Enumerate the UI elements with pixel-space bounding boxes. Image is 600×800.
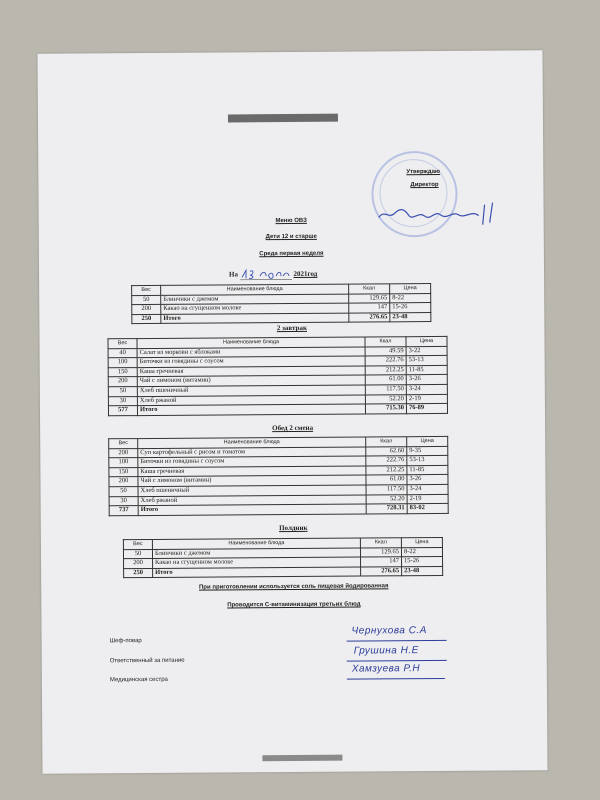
day-title: Среда первая неделя <box>259 250 324 258</box>
total-row <box>132 312 431 324</box>
col-weight: Вес <box>109 439 138 449</box>
section-heading-lunch: Обед 2 смена <box>272 423 314 433</box>
weight-cell: 200 <box>109 448 138 458</box>
kcal-cell: 129.65 <box>360 547 401 557</box>
price-cell: 3-26 <box>406 375 447 385</box>
weight-cell: 50 <box>108 387 137 397</box>
total-label: Итого <box>137 404 365 415</box>
weight-cell: 50 <box>132 295 161 305</box>
dish-cell: Блинчики с джемом <box>161 294 349 305</box>
total-label: Итого <box>161 313 349 324</box>
menu-table-breakfast <box>131 283 431 324</box>
kcal-cell: 61.00 <box>366 475 407 485</box>
vitamin-note: Проводится С-витаминизация третьих блюд <box>227 601 361 609</box>
menu-table-lunch <box>108 436 449 516</box>
kcal-cell: 61.00 <box>365 375 406 385</box>
menu-document <box>37 50 547 774</box>
kcal-cell: 117.50 <box>366 485 407 495</box>
kcal-cell: 222.76 <box>366 456 407 466</box>
price-cell: 8-22 <box>401 547 442 557</box>
dish-cell: Суп картофельный с рисом и томатом <box>138 447 366 458</box>
weight-cell: 200 <box>109 477 138 487</box>
total-row <box>109 504 448 516</box>
kcal-cell: 222.76 <box>365 356 406 366</box>
dish-cell: Салат из моркови с яблоками <box>137 347 365 358</box>
dish-cell: Биточки из говядины с соусом <box>138 456 366 467</box>
kcal-cell: 147 <box>349 303 390 313</box>
total-kcal: 728.31 <box>366 504 407 514</box>
dish-cell: Какао на сгущенном молоке <box>161 303 349 314</box>
price-cell: 11-85 <box>407 465 448 475</box>
col-name: Наименование блюда <box>152 538 360 549</box>
weight-cell: 150 <box>109 467 138 477</box>
dish-cell: Хлеб ржаной <box>138 495 366 506</box>
menu-title: Меню ОВЗ <box>275 217 307 225</box>
date-line <box>229 268 317 281</box>
total-price: 83-02 <box>407 504 448 514</box>
price-cell: 15-26 <box>390 303 431 313</box>
approval-label: Утверждаю <box>406 168 441 176</box>
kcal-cell: 129.65 <box>349 293 390 303</box>
nurse-signature: Хамзуева Р.Н <box>351 663 421 675</box>
scan-mark-top <box>228 114 338 123</box>
section-heading-snack: Полдник <box>279 523 308 533</box>
col-kcal: Ккал <box>365 337 406 347</box>
total-price: 23-48 <box>390 312 431 322</box>
total-weight: 250 <box>132 314 161 324</box>
price-cell: 8-22 <box>390 293 431 303</box>
dish-cell: Хлеб пшеничный <box>138 485 366 496</box>
scan-mark-bottom <box>262 755 342 762</box>
price-cell: 53-13 <box>407 456 448 466</box>
col-kcal: Ккал <box>349 284 390 294</box>
menu-table-snack <box>123 537 443 579</box>
age-group: Дети 12 и старше <box>265 233 317 241</box>
total-weight: 737 <box>109 506 138 516</box>
weight-cell: 150 <box>108 367 137 377</box>
total-price: 23-48 <box>402 566 443 576</box>
weight-cell: 40 <box>108 348 137 358</box>
weight-cell: 30 <box>108 396 137 406</box>
total-row <box>108 404 447 416</box>
col-price: Цена <box>407 436 448 446</box>
kcal-cell: 62.60 <box>366 446 407 456</box>
dish-cell: Биточки из говядины с соусом <box>137 356 365 367</box>
price-cell: 3-26 <box>407 475 448 485</box>
price-cell: 2-19 <box>407 494 448 504</box>
total-label: Итого <box>138 504 366 515</box>
chef-signature: Чернухова С.А <box>351 625 427 637</box>
weight-cell: 100 <box>108 358 137 368</box>
total-row <box>124 566 443 578</box>
menu-table-second-breakfast <box>107 336 448 416</box>
kcal-cell: 52.20 <box>366 494 407 504</box>
col-name: Наименование блюда <box>138 437 366 448</box>
director-label: Директор <box>410 181 439 189</box>
price-cell: 3-24 <box>407 484 448 494</box>
col-price: Цена <box>406 336 447 346</box>
price-cell: 3-22 <box>406 346 447 356</box>
role-nurse: Медицинская сестра <box>109 676 168 684</box>
weight-cell: 30 <box>109 496 138 506</box>
total-weight: 577 <box>108 406 137 416</box>
dish-cell: Чай с лимоном (витамин) <box>138 475 366 486</box>
handwritten-date <box>240 268 292 280</box>
weight-cell: 100 <box>109 458 138 468</box>
kcal-cell: 212.25 <box>366 465 407 475</box>
total-kcal: 276.65 <box>361 567 402 577</box>
weight-cell: 200 <box>124 559 153 569</box>
dish-cell: Чай с лимоном (витамин) <box>137 375 365 386</box>
date-year: 2021год <box>293 269 318 278</box>
total-weight: 250 <box>124 568 153 578</box>
price-cell: 2-19 <box>406 394 447 404</box>
kcal-cell: 52.20 <box>365 394 406 404</box>
col-price: Цена <box>390 284 431 294</box>
weight-cell: 200 <box>108 377 137 387</box>
col-name: Наименование блюда <box>137 337 365 348</box>
role-chef: Шеф-повар <box>109 638 142 645</box>
col-price: Цена <box>401 537 442 547</box>
col-kcal: Ккал <box>366 437 407 447</box>
price-cell: 53-13 <box>406 356 447 366</box>
salt-note: При приготовлении используется соль пищевая йодированная <box>198 583 389 591</box>
kcal-cell: 117.50 <box>365 385 406 395</box>
chef-signature-line <box>347 640 447 642</box>
responsible-signature: Грушина Н.Е <box>353 645 419 657</box>
kcal-cell: 212.25 <box>365 365 406 375</box>
total-label: Итого <box>153 567 361 578</box>
responsible-signature-line <box>347 660 447 662</box>
price-cell: 15-26 <box>402 557 443 567</box>
weight-cell: 50 <box>109 487 138 497</box>
weight-cell: 200 <box>132 305 161 315</box>
dish-cell: Какао на сгущенном молоке <box>153 557 361 568</box>
dish-cell: Блинчики с джемом <box>152 548 360 559</box>
dish-cell: Хлеб пшеничный <box>137 385 365 396</box>
price-cell: 11-85 <box>406 365 447 375</box>
dish-cell: Каша гречневая <box>137 366 365 377</box>
total-price: 76-89 <box>406 404 447 414</box>
total-kcal: 276.65 <box>349 313 390 323</box>
total-kcal: 715.30 <box>365 404 406 414</box>
kcal-cell: 49.59 <box>365 346 406 356</box>
price-cell: 9-35 <box>407 446 448 456</box>
kcal-cell: 147 <box>361 557 402 567</box>
dish-cell: Каша гречневая <box>138 466 366 477</box>
section-heading-second-breakfast: 2 завтрак <box>276 323 308 333</box>
role-responsible: Ответственный за питание <box>109 657 185 665</box>
col-kcal: Ккал <box>360 538 401 548</box>
nurse-signature-line <box>347 678 445 680</box>
col-name: Наименование блюда <box>161 284 349 295</box>
col-weight: Вес <box>123 539 152 549</box>
date-prefix: На <box>229 270 239 279</box>
col-weight: Вес <box>108 339 137 349</box>
dish-cell: Хлеб ржаной <box>137 395 365 406</box>
col-weight: Вес <box>132 285 161 295</box>
price-cell: 3-24 <box>406 384 447 394</box>
weight-cell: 50 <box>123 549 152 559</box>
